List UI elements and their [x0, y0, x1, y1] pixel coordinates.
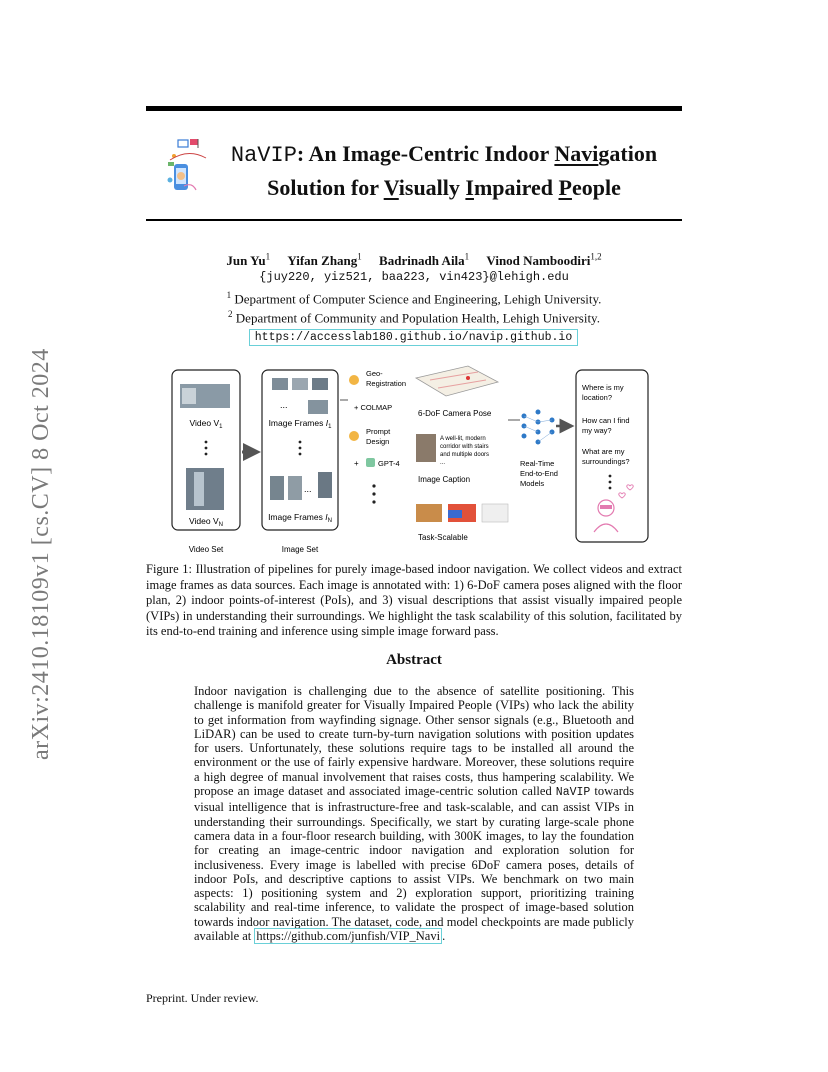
task-thumb-3 [482, 504, 508, 522]
caption-text-4: ... [440, 460, 446, 466]
caption-text-2: corridor with stairs [440, 444, 489, 450]
frames-n-sym: I [325, 512, 328, 522]
title-line2-c: mpaired [473, 175, 559, 200]
affil-text: Department of Computer Science and Engineering, Lehigh University. [234, 291, 602, 307]
floorplan-graphic [416, 366, 498, 396]
title-rule-top [146, 106, 682, 111]
caption-text-3: and multiple doors [440, 452, 490, 458]
abstract-heading: Abstract [386, 652, 442, 668]
abstract-text-2: towards visual intelligence that is infrastructure-free and task-scalable, and can assist VIPs in understanding their surroundings. Specifically, we start by curating large-scale phone camera data in a four-floor research building, with 300K images, to lay the foundation for creating an image-centric indoor navigation and exploration solution for inclusiveness. Every image is labelled with precise 6DoF camera poses, details of indoor PoIs, and descriptive captions to assist VIPs. We benchmark on two main aspects: 1) positioning system and 2) exploration support, prioritizing training scalability and real-time inference, to validate the prospect of image-based solution towards indoor navigation. The dataset, code, and model checkpoints are made publicly available at [194, 784, 634, 944]
vip-person-icon [594, 485, 633, 532]
title-underline-v: V [383, 175, 399, 200]
realtime-label-2: End-to-End [520, 469, 558, 478]
geo-label-2: Registration [366, 379, 407, 388]
frames-n-sub: N [327, 518, 332, 524]
image-set-label: Image Set [281, 545, 319, 554]
video-vn-label: Video V [189, 516, 219, 526]
abstract-text-3: . [442, 929, 446, 944]
author-list [146, 248, 682, 270]
video-vn-sub: N [218, 522, 223, 528]
author [287, 253, 361, 268]
question-3a: What are my [582, 447, 625, 456]
gpt4-label: GPT-4 [378, 459, 400, 468]
author-affil-sup: 1 [357, 252, 362, 262]
affil-sup: 1 [226, 290, 232, 300]
paper-title [218, 138, 670, 204]
prompt-label-1: Prompt [366, 427, 391, 436]
title-line2-d: eople [571, 175, 621, 200]
github-link[interactable]: https://github.com/junfish/VIP_Navi [256, 929, 441, 944]
gpt4-plus: + [354, 459, 359, 468]
realtime-label-1: Real-Time [520, 459, 555, 468]
title-gation: gation [598, 141, 658, 166]
task-thumb-1 [416, 504, 442, 522]
author-emails: {juy220, yiz521, baa223, vin423}@lehigh.edu [259, 270, 569, 284]
question-1a: Where is my [582, 383, 624, 392]
prompt-label-2: Design [366, 437, 390, 446]
abstract-body [194, 684, 634, 943]
title-underline-navi: Navi [554, 141, 599, 166]
affiliation-2 [146, 309, 682, 326]
video-thumb-n [186, 468, 224, 510]
author [486, 253, 601, 268]
affil-sup: 2 [228, 309, 233, 319]
author-affil-sup: 1 [464, 252, 470, 262]
pipeline-figure [168, 360, 662, 560]
title-line2-a: Solution for [267, 175, 384, 200]
author [379, 253, 469, 268]
navip-logo-icon [162, 136, 214, 196]
figure-caption: Figure 1: Illustration of pipelines for purely image-based indoor navigation. We collect videos and extract image frames as data sources. Each image is annotated with: 1) 6-DoF camera poses aligned with the floor plan, 2) indoor points-of-interest (PoIs), and 3) visual descriptions that assist visually impaired people (VIPs) in understanding their surroundings. We highlight the task scalability of this solution, facilitated by its end-to-end training and inference using simple image forward pass. [146, 562, 682, 638]
svg-text:...: ... [280, 400, 288, 410]
svg-text:Video VN [189, 516, 223, 528]
title-system-name: NaVIP [230, 143, 297, 168]
author-affil-sup: 1,2 [590, 252, 602, 262]
title-rule-bottom [146, 219, 682, 221]
arxiv-stamp: arXiv:2410.18109v1 [cs.CV] 8 Oct 2024 [28, 348, 54, 760]
author-name: Vinod Namboodiri [486, 253, 591, 269]
video-v1-label: Video V [189, 418, 220, 428]
task-scalable-label: Task-Scalable [418, 533, 468, 542]
title-line2-b: isually [398, 175, 466, 200]
abstract-text-1: Indoor navigation is challenging due to the absence of satellite positioning. This challenge is manifold greater for Visually Impaired People (VIPs) who lack the ability to get information from wayfinding signage. Other sensor signals (e.g., Bluetooth and LiDAR) can be used to create turn-by-turn navigation solutions with position updates for users. Unfortunately, these solutions require tags to be installed all around the environment or the use of fairly expensive hardware. Moreover, these solutions require a high degree of manual involvement that raises costs, thus hampering scalability. We propose an image dataset and associated image-centric solution called [194, 684, 634, 799]
image-set-panel [262, 370, 338, 530]
video-v1-sub: 1 [219, 424, 223, 430]
question-3b: surroundings? [582, 457, 630, 466]
preprint-footer: Preprint. Under review. [146, 991, 259, 1005]
author-name: Yifan Zhang [287, 253, 358, 269]
frames-n-label: Image Frames [268, 512, 326, 522]
title-underline-p: P [558, 175, 572, 200]
camera-pose-label: 6-DoF Camera Pose [418, 409, 492, 418]
affiliation-1 [146, 290, 682, 307]
question-2a: How can I find [582, 416, 630, 425]
svg-text:Video V1 [190, 418, 224, 430]
question-1b: location? [582, 393, 613, 402]
title-line1: : An Image-Centric Indoor [296, 141, 555, 166]
frames-1-sym: I [325, 418, 329, 428]
geo-label-1: Geo- [366, 369, 383, 378]
author-name: Jun Yu [226, 253, 266, 269]
title-underline-i: I [465, 175, 474, 200]
author-affil-sup: 1 [265, 252, 271, 262]
frames-1-sub: 1 [328, 424, 332, 430]
realtime-label-3: Models [520, 479, 545, 488]
affil-text: Department of Community and Population Health, Lehigh University. [235, 310, 600, 326]
video-set-label: Video Set [188, 545, 224, 554]
frames-1-label: Image Frames [268, 418, 326, 428]
svg-text:...: ... [304, 484, 312, 494]
abstract-system-name: NaVIP [555, 786, 591, 800]
image-caption-label: Image Caption [418, 475, 471, 484]
caption-text-1: A well-lit, modern [440, 436, 486, 442]
author-name: Badrinadh Aila [379, 253, 465, 269]
neural-network-icon [522, 410, 555, 445]
svg-text:Image Frames IN [268, 512, 332, 524]
question-2b: my way? [582, 426, 612, 435]
gpt4-icon [366, 458, 375, 467]
svg-text:Image Frames I1 [269, 418, 333, 430]
author [226, 253, 270, 268]
colmap-label: + COLMAP [354, 403, 393, 412]
caption-thumb [416, 434, 436, 462]
project-url-link[interactable]: https://accesslab180.github.io/navip.github.io [249, 329, 578, 346]
